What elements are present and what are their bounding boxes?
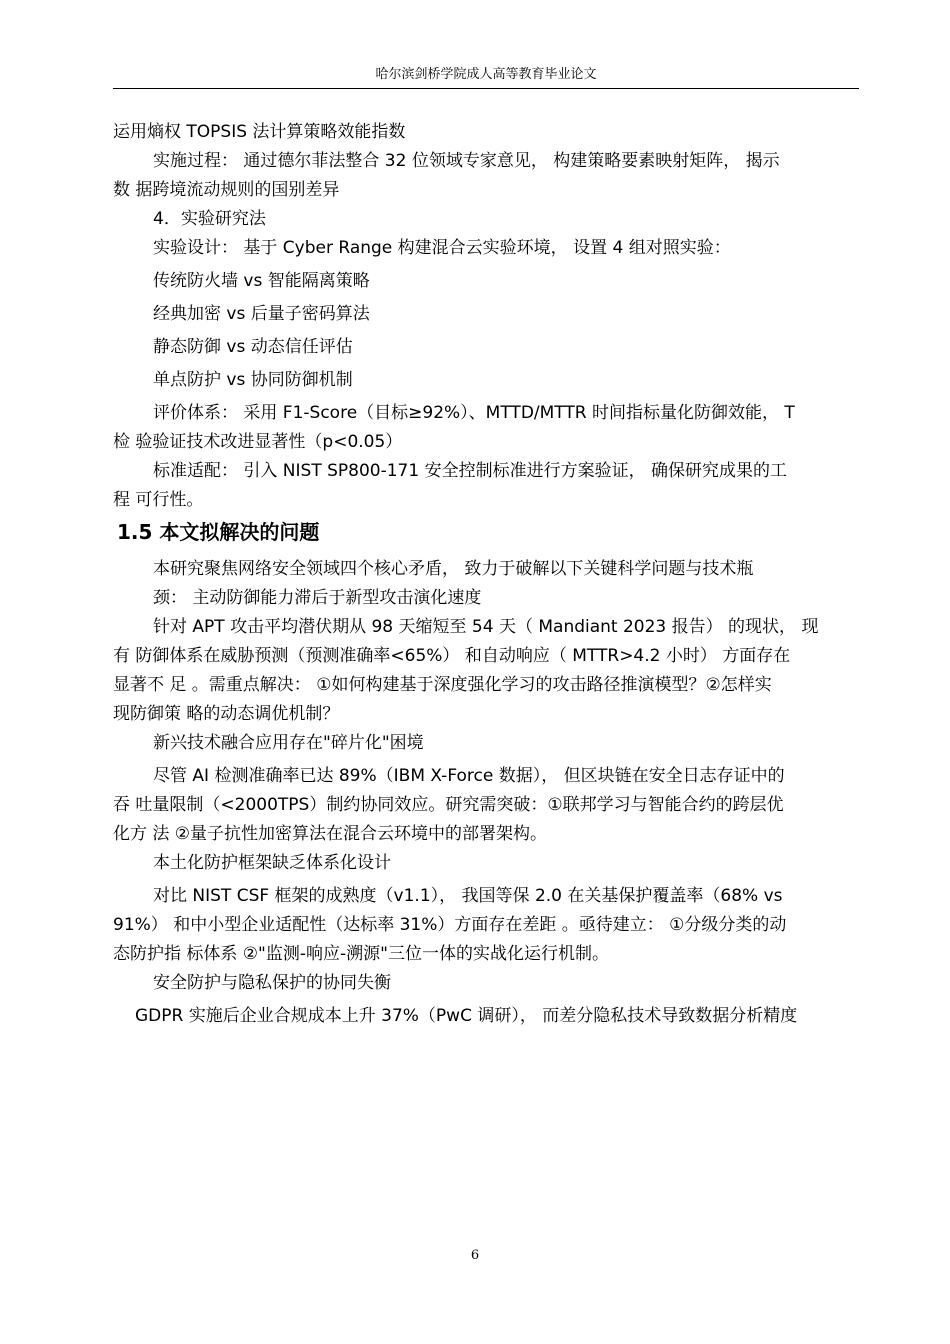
- text-line: 91%） 和中小型企业适配性（达标率 31%）方面存在差距 。亟待建立： ①分级分类的动: [113, 915, 787, 935]
- text-line: 有 防御体系在威胁预测（预测准确率<65%） 和自动响应（ MTTR>4.2 小时） 方面存在: [113, 646, 791, 666]
- page-header: [113, 66, 859, 89]
- list-item: 传统防火墙 vs 智能隔离策略: [153, 271, 370, 291]
- text-line: 实验设计： 基于 Cyber Range 构建混合云实验环境， 设置 4 组对照实验：: [153, 238, 731, 258]
- section-heading: 1.5 本文拟解决的问题: [117, 520, 320, 544]
- header-title: 哈尔滨剑桥学院成人高等教育毕业论文: [375, 67, 597, 82]
- text-line: 针对 APT 攻击平均潜伏期从 98 天缩短至 54 天（ Mandiant 2023 报告） 的现状， 现: [153, 617, 819, 637]
- text-line: 检 验验证技术改进显著性（p<0.05）: [113, 432, 403, 452]
- text-line: 尽管 AI 检测准确率已达 89%（IBM X-Force 数据）， 但区块链在安全日志存证中的: [153, 766, 785, 786]
- text-line: 化方 法 ②量子抗性加密算法在混合云环境中的部署架构。: [113, 824, 548, 844]
- text-line: 吞 吐量限制（<2000TPS）制约协同效应。研究需突破：①联邦学习与智能合约的跨层优: [113, 795, 784, 815]
- text-line: 评价体系： 采用 F1-Score（目标≥92%）、MTTD/MTTR 时间指标量化防御效能， T: [153, 403, 795, 423]
- method-heading: 4．实验研究法: [153, 209, 266, 229]
- subsection-title: 安全防护与隐私保护的协同失衡: [153, 973, 391, 993]
- text-line: 本研究聚焦网络安全领域四个核心矛盾， 致力于破解以下关键科学问题与技术瓶: [153, 559, 754, 579]
- text-line: 现防御策 略的动态调优机制？: [113, 704, 340, 724]
- subsection-title: 新兴技术融合应用存在"碎片化"困境: [153, 733, 424, 753]
- text-line: 标准适配： 引入 NIST SP800-171 安全控制标准进行方案验证， 确保研究成果的工: [153, 461, 787, 481]
- text-line: GDPR 实施后企业合规成本上升 37%（PwC 调研）， 而差分隐私技术导致数据分析精度: [135, 1006, 798, 1026]
- text-line: 数 据跨境流动规则的国别差异: [113, 180, 340, 200]
- text-line: 运用熵权 TOPSIS 法计算策略效能指数: [113, 122, 406, 142]
- page-number: 6: [470, 1248, 480, 1263]
- list-item: 静态防御 vs 动态信任评估: [153, 337, 353, 357]
- text-line: 实施过程： 通过德尔菲法整合 32 位领域专家意见， 构建策略要素映射矩阵， 揭示: [153, 151, 780, 171]
- text-line: 显著不 足 。需重点解决： ①如何构建基于深度强化学习的攻击路径推演模型？②怎样实: [113, 675, 772, 695]
- list-item: 经典加密 vs 后量子密码算法: [153, 304, 370, 324]
- text-line: 态防护指 标体系 ②"监测-响应-溯源"三位一体的实战化运行机制。: [113, 944, 609, 964]
- text-line: 程 可行性。: [113, 490, 204, 510]
- list-item: 单点防护 vs 协同防御机制: [153, 370, 353, 390]
- subsection-title: 本土化防护框架缺乏体系化设计: [153, 853, 391, 873]
- text-line: 对比 NIST CSF 框架的成熟度（v1.1）， 我国等保 2.0 在关基保护覆盖率（68% vs: [153, 886, 783, 906]
- document-body: [113, 118, 859, 1031]
- text-line: 颈： 主动防御能力滞后于新型攻击演化速度: [153, 588, 482, 608]
